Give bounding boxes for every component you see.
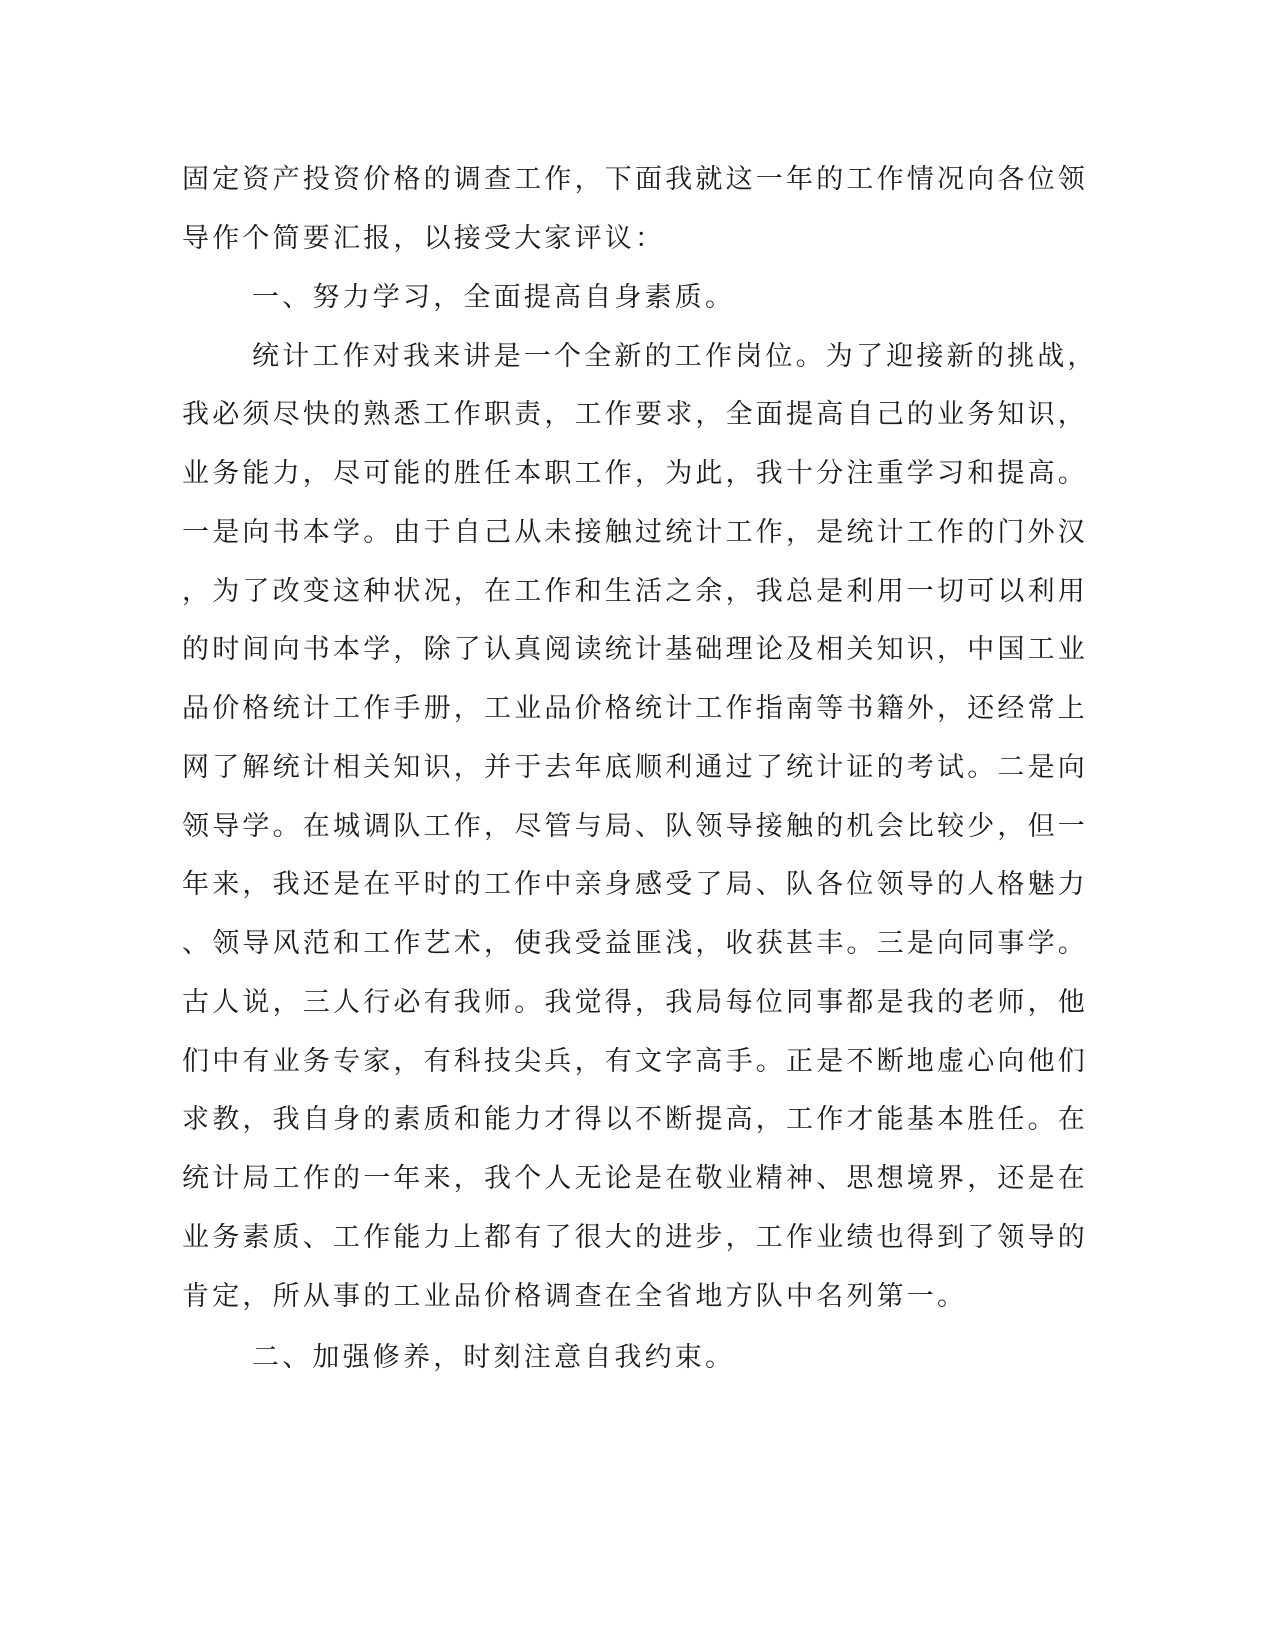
text-line: ，为了改变这种状况，在工作和生活之余，我总是利用一切可以利用 xyxy=(182,576,1088,607)
text-line: 业务素质、工作能力上都有了很大的进步，工作业绩也得到了领导的 xyxy=(182,1222,1088,1253)
text-line: 求教，我自身的素质和能力才得以不断提高，工作才能基本胜任。在 xyxy=(182,1104,1088,1135)
text-line: 肯定，所从事的工业品价格调查在全省地方队中名列第一。 xyxy=(182,1281,968,1312)
text-line: 一是向书本学。由于自己从未接触过统计工作，是统计工作的门外汉 xyxy=(182,517,1088,548)
text-line: 导作个简要汇报，以接受大家评议： xyxy=(182,223,666,254)
text-line: 固定资产投资价格的调查工作，下面我就这一年的工作情况向各位领 xyxy=(182,164,1088,195)
text-line: 领导学。在城调队工作，尽管与局、队领导接触的机会比较少，但一 xyxy=(182,811,1088,842)
text-line: 我必须尽快的熟悉工作职责，工作要求，全面提高自己的业务知识， xyxy=(182,399,1088,430)
section-heading: 一、努力学习，全面提高自身素质。 xyxy=(252,282,736,313)
text-line: 古人说，三人行必有我师。我觉得，我局每位同事都是我的老师，他 xyxy=(182,987,1088,1018)
text-line: 们中有业务专家，有科技尖兵，有文字高手。正是不断地虚心向他们 xyxy=(182,1046,1088,1077)
text-line: 品价格统计工作手册，工业品价格统计工作指南等书籍外，还经常上 xyxy=(182,693,1088,724)
paragraph-first-line: 统计工作对我来讲是一个全新的工作岗位。为了迎接新的挑战， xyxy=(252,341,1098,372)
section-heading: 二、加强修养，时刻注意自我约束。 xyxy=(252,1342,736,1373)
text-line: 统计局工作的一年来，我个人无论是在敬业精神、思想境界，还是在 xyxy=(182,1163,1088,1194)
text-line: 网了解统计相关知识，并于去年底顺利通过了统计证的考试。二是向 xyxy=(182,752,1088,783)
text-line: 业务能力，尽可能的胜任本职工作，为此，我十分注重学习和提高。 xyxy=(182,458,1088,489)
text-line: 年来，我还是在平时的工作中亲身感受了局、队各位领导的人格魅力 xyxy=(182,869,1088,900)
text-line: 的时间向书本学，除了认真阅读统计基础理论及相关知识，中国工业 xyxy=(182,634,1088,665)
text-line: 、领导风范和工作艺术，使我受益匪浅，收获甚丰。三是向同事学。 xyxy=(182,928,1088,959)
